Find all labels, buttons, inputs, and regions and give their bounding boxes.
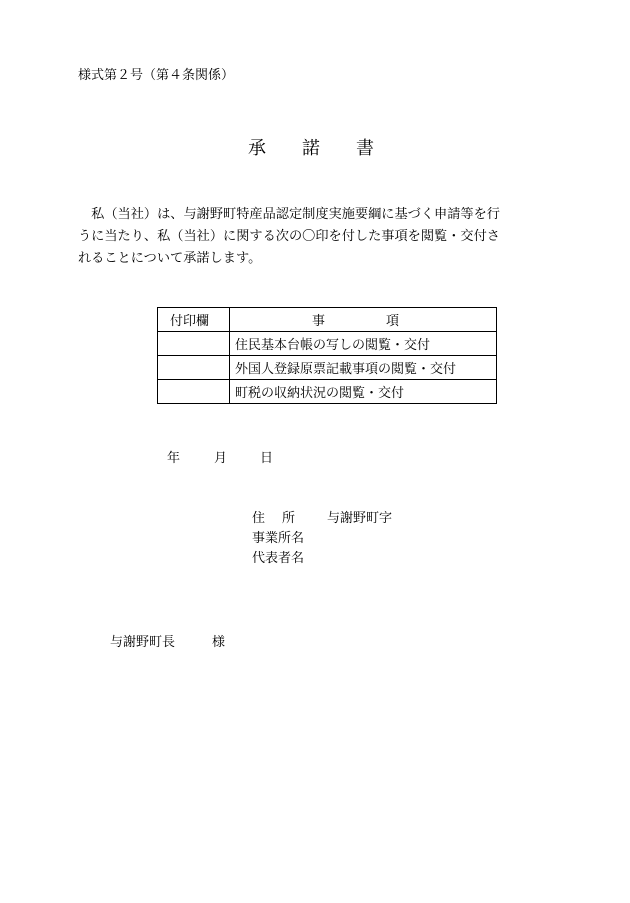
mark-cell-1[interactable] — [158, 332, 230, 356]
representative-row — [252, 549, 392, 569]
office-row — [252, 529, 392, 549]
date-year: 年 — [167, 451, 181, 466]
date-day: 日 — [260, 451, 274, 466]
header-mark-column: 付印欄 — [158, 308, 230, 332]
header-item-column — [230, 308, 497, 332]
consent-items-table — [157, 307, 497, 404]
header-item-b: 項 — [386, 314, 400, 329]
addressee-mayor: 与謝野町長 — [110, 635, 176, 650]
document-title — [248, 134, 374, 160]
table-row — [158, 380, 497, 404]
consent-statement — [78, 204, 550, 270]
title-char-2: 諾 — [302, 138, 320, 159]
applicant-block — [252, 509, 392, 569]
title-char-3: 書 — [356, 138, 374, 159]
date-month: 月 — [214, 451, 228, 466]
address-label-b: 所 — [282, 511, 296, 526]
statement-line-3: れることについて承諾します。 — [78, 251, 262, 266]
mark-cell-3[interactable] — [158, 380, 230, 404]
address-row — [252, 509, 392, 529]
statement-line-2: うに当たり、私（当社）に関する次の〇印を付した事項を閲覧・交付さ — [78, 229, 500, 244]
item-cell-1: 住民基本台帳の写しの閲覧・交付 — [230, 332, 497, 356]
date-line — [167, 447, 273, 466]
form-number-label: 様式第２号（第４条関係） — [78, 68, 235, 83]
addressee-honorific: 様 — [212, 635, 226, 650]
office-name-label: 事業所名 — [252, 531, 305, 546]
address-label-a: 住 — [252, 511, 266, 526]
table-header-row — [158, 308, 497, 332]
address-label — [252, 509, 327, 529]
table-row — [158, 332, 497, 356]
statement-line-1: 私（当社）は、与謝野町特産品認定制度実施要綱に基づく申請等を行 — [78, 207, 500, 222]
table-row — [158, 356, 497, 380]
title-char-1: 承 — [248, 138, 266, 159]
mark-cell-2[interactable] — [158, 356, 230, 380]
representative-name-label: 代表者名 — [252, 551, 305, 566]
item-cell-3: 町税の収納状況の閲覧・交付 — [230, 380, 497, 404]
item-cell-2: 外国人登録原票記載事項の閲覧・交付 — [230, 356, 497, 380]
addressee-line — [110, 631, 225, 650]
address-value: 与謝野町字 — [327, 511, 393, 526]
header-item-a: 事 — [312, 314, 326, 329]
